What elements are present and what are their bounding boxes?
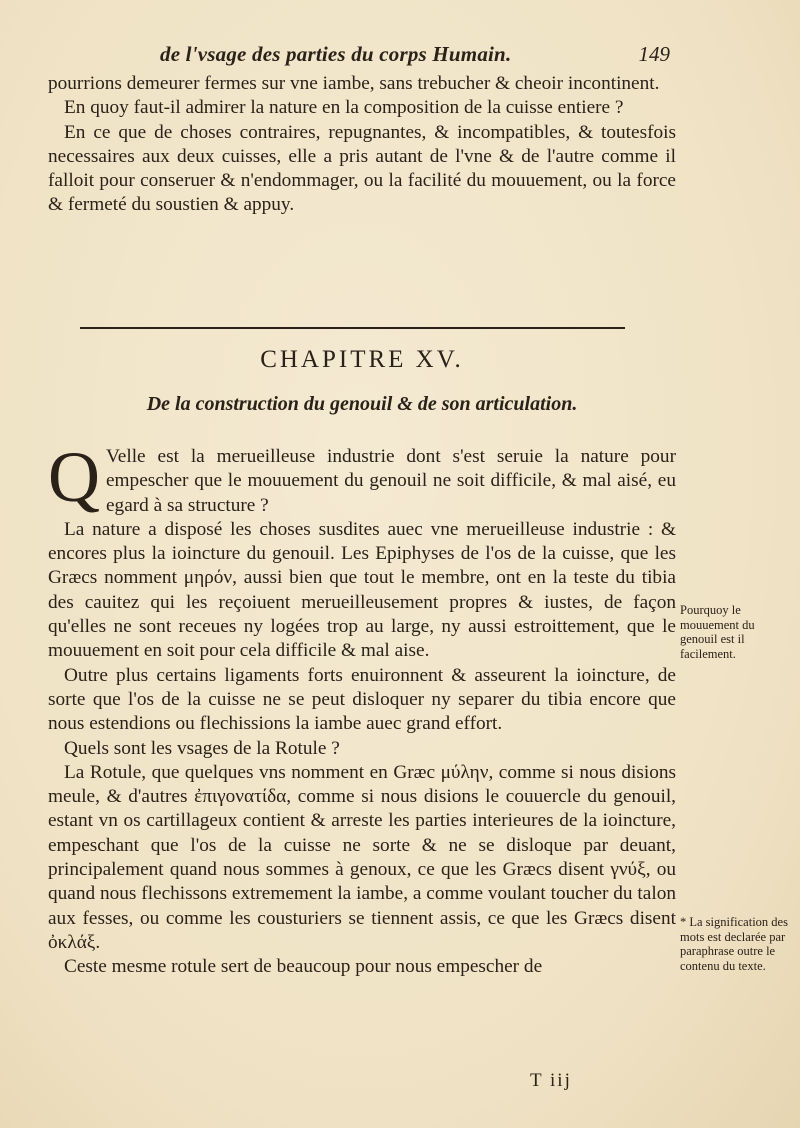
margin-note-1: Pourquoy le mouuement du genouil est il facilement.	[680, 603, 755, 661]
section-divider	[80, 327, 625, 329]
chapter-paragraph-5: La Rotule, que quelques vns nomment en Græc μύλην, comme si nous disions meule, & d'autres ἐπιγονατίδα, comme si nous disions le couuercle du genouil, estant vn os cartillageux contient & arreste les parties interieures de la ioincture, empeschant que l'os de la cuisse ne sorte & ne se disloque par deuant, principalement quand nous sommes à genoux, ce que les Græcs disent γνύξ, ou quand nous flechissons extremement la iambe, a comme voulant toucher du talon aux fesses, ou comme les cousturiers se tiennent assis, ce que les Græcs disent ὀκλάξ.	[48, 761, 676, 953]
chapter-paragraph-6: Ceste mesme rotule sert de beaucoup pour nous empescher de	[64, 956, 543, 978]
intro-question: En quoy faut-il admirer la nature en la composition de la cuisse entiere ?	[64, 97, 624, 119]
question-1-text: Velle est la merueilleuse industrie dont s'est seruie la nature pour empescher que le mouuement du genouil ne soit difficile, & mal aisé, eu egard à sa structure ?	[106, 446, 676, 516]
signature-mark: T iij	[530, 1070, 572, 1091]
running-title: de l'vsage des parties du corps Humain.	[160, 42, 512, 66]
chapter-subtitle: De la construction du genouil & de son articulation.	[146, 393, 578, 415]
page-number: 149	[638, 42, 670, 66]
drop-cap: Q	[48, 437, 100, 517]
chapter-title: CHAPITRE XV.	[260, 346, 464, 373]
chapter-question-rotule: Quels sont les vsages de la Rotule ?	[64, 737, 340, 759]
chapter-question-1	[48, 437, 676, 518]
intro-text	[48, 72, 676, 218]
intro-answer: En ce que de choses contraires, repugnantes, & incompatibles, & toutesfois necessaires aux deux cuisses, elle a pris autant de l'vne & de l'autre comme il falloit pour conseruer & n'endommager, ou la facilité du mouuement, ou la force & fermeté du soustien & appuy.	[48, 121, 676, 216]
intro-paragraph-1: pourrions demeurer fermes sur vne iambe, sans trebucher & cheoir incontinent.	[48, 73, 660, 94]
chapter-paragraph-3: Outre plus certains ligaments forts enuironnent & asseurent la ioincture, de sorte que l'os de la cuisse ne se peut disloquer ny separer du tibia encore que nous estendions ou flechissions la iambe auec grand effort.	[48, 664, 676, 735]
margin-note-2: * La signification des mots est declarée par paraphrase outre le contenu du texte.	[680, 915, 788, 973]
chapter-text	[48, 437, 676, 980]
page-header	[160, 42, 670, 72]
chapter-paragraph-2: La nature a disposé les choses susdites auec vne merueilleuse industrie : & encores plus la ioincture du genouil. Les Epiphyses de l'os de la cuisse, que les Græcs nomment μηρόν, aussi bien que tout le membre, ont en la teste du tibia des cauitez qui les reçoiuent merueilleusement propres & iustes, de façon qu'elles ne sont receues ny logées trop au large, ny aussi estroittement, que le mouuement en soit pour cela difficile & mal aise.	[48, 518, 676, 662]
